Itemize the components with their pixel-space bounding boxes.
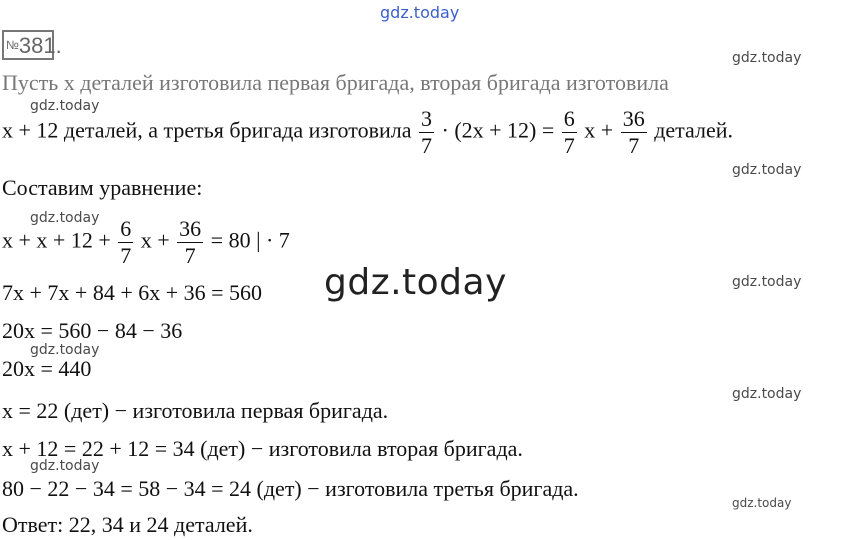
solution-line-7: 20x = 440 [2, 356, 92, 381]
fraction [562, 108, 577, 157]
text: x + [584, 117, 614, 143]
fraction [177, 218, 203, 267]
solution-line-10: 80 − 22 − 34 = 58 − 34 = 24 (дет) − изготовила третья бригада. [2, 476, 579, 501]
solution-line-9: x + 12 = 22 + 12 = 34 (дет) − изготовила вторая бригада. [2, 436, 523, 461]
watermark: gdz.today [732, 274, 802, 290]
watermark-top: gdz.today [380, 3, 460, 22]
number-sign: № [6, 38, 19, 52]
watermark: gdz.today [30, 98, 100, 114]
solution-line-6: 20x = 560 − 84 − 36 [2, 318, 183, 343]
watermark: gdz.today [30, 210, 100, 226]
solution-line-1: Пусть x деталей изготовила первая бригада, вторая бригада изготовила [2, 70, 669, 95]
text: · (2x + 12) = [441, 117, 555, 143]
denominator: 7 [563, 133, 575, 158]
solution-line-5: 7x + 7x + 84 + 6x + 36 = 560 [2, 280, 263, 305]
denominator: 7 [177, 242, 203, 267]
fraction [419, 108, 434, 157]
watermark: gdz.today [30, 342, 100, 358]
answer-line: Ответ: 22, 34 и 24 деталей. [2, 512, 253, 537]
watermark-big: gdz.today [324, 262, 507, 303]
solution-line-4 [2, 218, 290, 267]
numerator: 36 [179, 216, 202, 241]
fraction [118, 218, 133, 267]
denominator: 7 [621, 132, 647, 157]
denominator: 7 [421, 133, 432, 158]
solution-line-2 [2, 108, 733, 157]
denominator: 7 [120, 243, 132, 268]
text: = 80 | · 7 [210, 227, 290, 253]
text: x + 12 деталей, а третья бригада изготовила [2, 117, 412, 143]
text: деталей. [654, 117, 734, 143]
numerator: 6 [120, 216, 132, 241]
watermark: gdz.today [30, 458, 100, 474]
solution-line-8: x = 22 (дет) − изготовила первая бригада. [2, 398, 389, 423]
text: x + x + 12 + [2, 227, 111, 253]
watermark: gdz.today [732, 50, 802, 66]
watermark: gdz.today [732, 162, 802, 178]
text: x + [140, 227, 170, 253]
fraction [621, 108, 647, 157]
numerator: 6 [563, 106, 575, 131]
problem-number-value: 381. [18, 33, 62, 58]
solution-line-3: Составим уравнение: [2, 175, 203, 200]
numerator: 36 [622, 106, 645, 131]
watermark: gdz.today [732, 496, 792, 510]
watermark: gdz.today [732, 386, 802, 402]
numerator: 3 [421, 106, 432, 131]
problem-number [2, 30, 62, 60]
